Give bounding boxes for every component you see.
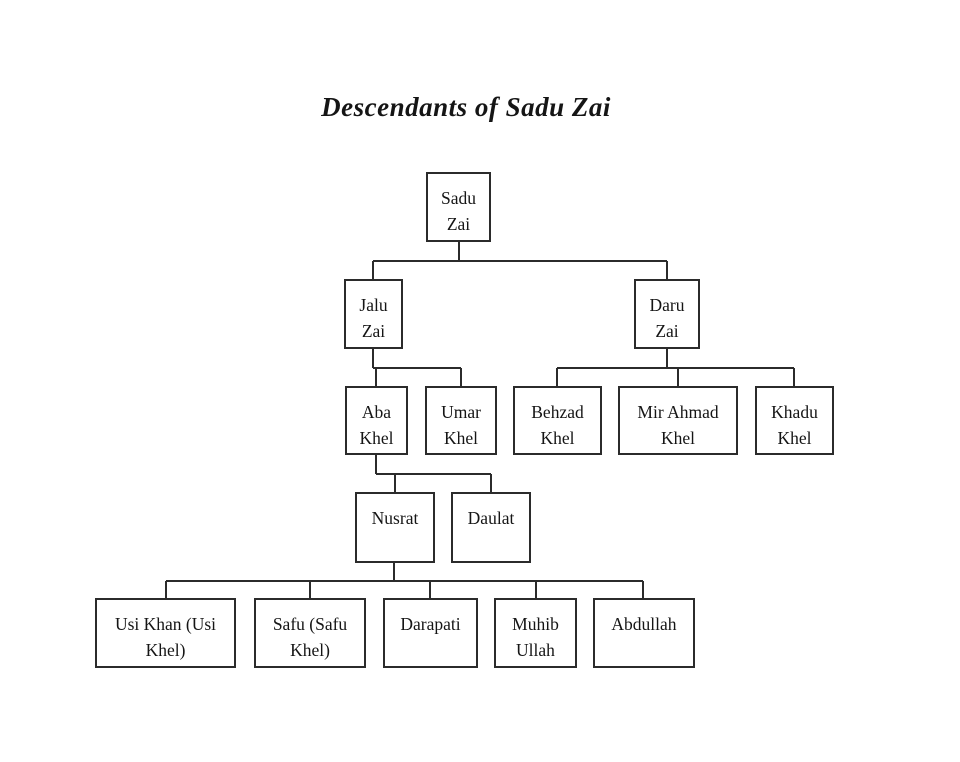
connector-sadu-children <box>373 242 667 279</box>
node-label: Darapati <box>400 614 461 634</box>
tree-node-nusrat <box>355 492 435 563</box>
node-label: Khadu Khel <box>771 402 818 448</box>
node-label: Umar Khel <box>441 402 481 448</box>
tree-node-daulat <box>451 492 531 563</box>
connector-daru-children <box>557 349 794 386</box>
tree-node-khadu-khel <box>755 386 834 455</box>
diagram-title: Descendants of Sadu Zai <box>321 92 611 122</box>
node-label: Behzad Khel <box>531 402 584 448</box>
tree-node-darapati <box>383 598 478 668</box>
node-label: Jalu Zai <box>359 295 388 341</box>
connector-aba-children <box>376 455 491 492</box>
tree-node-safu <box>254 598 366 668</box>
tree-node-daru-zai <box>634 279 700 349</box>
connector-jalu-children <box>373 349 461 386</box>
node-label: Usi Khan (Usi Khel) <box>114 614 217 660</box>
node-label: Nusrat <box>371 508 419 528</box>
tree-node-usi-khan <box>95 598 236 668</box>
connector-nusrat-children <box>166 563 643 598</box>
tree-node-umar-khel <box>425 386 497 455</box>
node-label: Mir Ahmad Khel <box>637 402 719 448</box>
tree-node-abdullah <box>593 598 695 668</box>
tree-node-mir-ahmad-khel <box>618 386 738 455</box>
tree-node-jalu-zai <box>344 279 403 349</box>
tree-node-aba-khel <box>345 386 408 455</box>
node-label: Muhib Ullah <box>512 614 559 660</box>
tree-node-behzad-khel <box>513 386 602 455</box>
node-label: Sadu Zai <box>441 188 476 234</box>
node-label: Safu (Safu Khel) <box>272 614 348 660</box>
node-label: Daru Zai <box>649 295 685 341</box>
tree-node-muhib-ullah <box>494 598 577 668</box>
node-label: Daulat <box>467 508 515 528</box>
node-label: Abdullah <box>611 614 677 634</box>
node-label: Aba Khel <box>359 402 394 448</box>
tree-node-sadu-zai <box>426 172 491 242</box>
